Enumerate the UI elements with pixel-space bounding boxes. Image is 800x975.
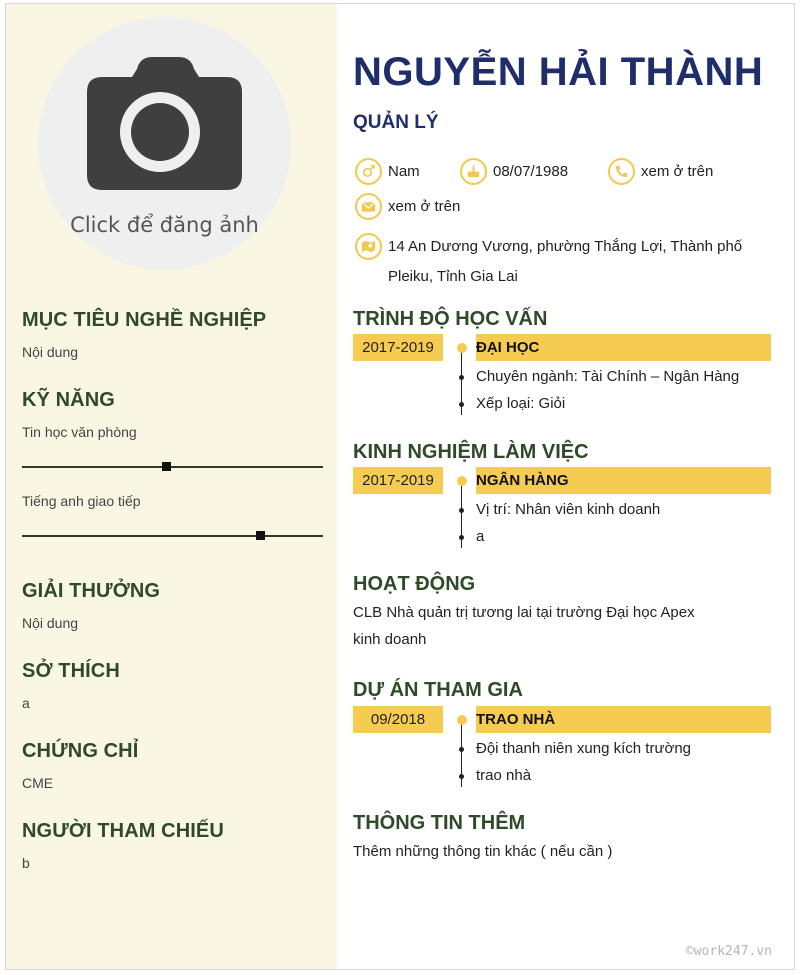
photo-caption: Click để đăng ảnh <box>70 213 259 237</box>
skill-name[interactable]: Tin học văn phòng <box>22 424 137 440</box>
gender-value: Nam <box>388 163 420 180</box>
certificates-section <box>22 740 327 791</box>
timeline-dot <box>457 476 467 486</box>
photo-upload[interactable] <box>38 17 291 270</box>
certificates-body[interactable]: CME <box>22 775 54 791</box>
timeline-dot <box>457 715 467 725</box>
cake-icon <box>460 158 487 185</box>
skill-level-handle[interactable] <box>256 531 265 540</box>
hobbies-title: SỞ THÍCH <box>22 660 120 682</box>
skills-title: KỸ NĂNG <box>22 389 115 411</box>
education-date[interactable]: 2017-2019 <box>353 334 443 361</box>
birthday-value: 08/07/1988 <box>493 163 569 180</box>
left-sidebar <box>6 4 337 969</box>
references-section <box>22 820 327 871</box>
activities-line: kinh doanh <box>353 631 427 648</box>
career-goal-title: MỤC TIÊU NGHỀ NGHIỆP <box>22 309 267 331</box>
birthday-info[interactable] <box>460 158 568 185</box>
phone-value: xem ở trên <box>641 163 714 180</box>
bullet-dot <box>459 375 464 380</box>
project-bullet[interactable]: Đội thanh niên xung kích trường <box>476 740 692 757</box>
experience-title: KINH NGHIỆM LÀM VIỆC <box>353 441 589 463</box>
email-info[interactable] <box>355 193 460 220</box>
full-name[interactable]: NGUYỄN HẢI THÀNH <box>353 50 764 94</box>
career-goal-section <box>22 309 327 360</box>
project-date[interactable]: 09/2018 <box>353 706 443 733</box>
more-info-title: THÔNG TIN THÊM <box>353 812 526 834</box>
skill-level-bar[interactable] <box>22 535 323 537</box>
awards-section <box>22 580 327 631</box>
address-value: 14 An Dương Vương, phường Thắng Lợi, Thành phố Pleiku, Tỉnh Gia Lai <box>388 238 743 285</box>
experience-bullet[interactable]: Vị trí: Nhân viên kinh doanh <box>476 501 661 518</box>
bullet-dot <box>459 535 464 540</box>
project-bullet[interactable]: trao nhà <box>476 767 532 784</box>
projects-title: DỰ ÁN THAM GIA <box>353 679 523 701</box>
education-bullet[interactable]: Xếp loại: Giỏi <box>476 395 566 412</box>
awards-title: GIẢI THƯỞNG <box>22 580 161 602</box>
activities-title: HOẠT ĐỘNG <box>353 573 476 595</box>
education-title: TRÌNH ĐỘ HỌC VẤN <box>353 308 548 330</box>
job-title[interactable]: QUẢN LÝ <box>353 112 439 133</box>
more-info-body[interactable]: Thêm những thông tin khác ( nếu cần ) <box>353 843 613 860</box>
references-body[interactable]: b <box>22 855 30 871</box>
gender-info[interactable] <box>355 158 420 185</box>
main-content <box>337 4 794 969</box>
skill-level-handle[interactable] <box>162 462 171 471</box>
experience-date[interactable]: 2017-2019 <box>353 467 443 494</box>
bullet-dot <box>459 774 464 779</box>
hobbies-section <box>22 660 327 711</box>
cv-page <box>5 3 795 970</box>
email-icon <box>355 193 382 220</box>
camera-icon <box>87 55 242 190</box>
gender-icon <box>355 158 382 185</box>
address-info[interactable] <box>355 232 785 292</box>
certificates-title: CHỨNG CHỈ <box>22 740 139 762</box>
watermark: ©work247.vn <box>685 944 772 959</box>
activities-line: CLB Nhà quản trị tương lai tại trường Đại học Apex <box>353 604 695 621</box>
skills-section <box>22 389 327 412</box>
timeline-dot <box>457 343 467 353</box>
career-goal-body[interactable]: Nội dung <box>22 344 79 360</box>
hobbies-body[interactable]: a <box>22 695 30 711</box>
skill-level-bar[interactable] <box>22 466 323 468</box>
phone-icon <box>608 158 635 185</box>
references-title: NGƯỜI THAM CHIẾU <box>22 820 224 842</box>
education-bullet[interactable]: Chuyên ngành: Tài Chính – Ngân Hàng <box>476 368 740 385</box>
map-icon <box>355 233 382 260</box>
activities-body[interactable] <box>353 599 695 653</box>
skill-name[interactable]: Tiếng anh giao tiếp <box>22 493 141 509</box>
awards-body[interactable]: Nội dung <box>22 615 79 631</box>
education-heading[interactable]: ĐẠI HỌC <box>476 334 771 361</box>
bullet-dot <box>459 508 464 513</box>
email-value: xem ở trên <box>388 198 461 215</box>
project-heading[interactable]: TRAO NHÀ <box>476 706 771 733</box>
bullet-dot <box>459 747 464 752</box>
bullet-dot <box>459 402 464 407</box>
phone-info[interactable] <box>608 158 713 185</box>
experience-heading[interactable]: NGÂN HÀNG <box>476 467 771 494</box>
experience-bullet[interactable]: a <box>476 528 485 545</box>
